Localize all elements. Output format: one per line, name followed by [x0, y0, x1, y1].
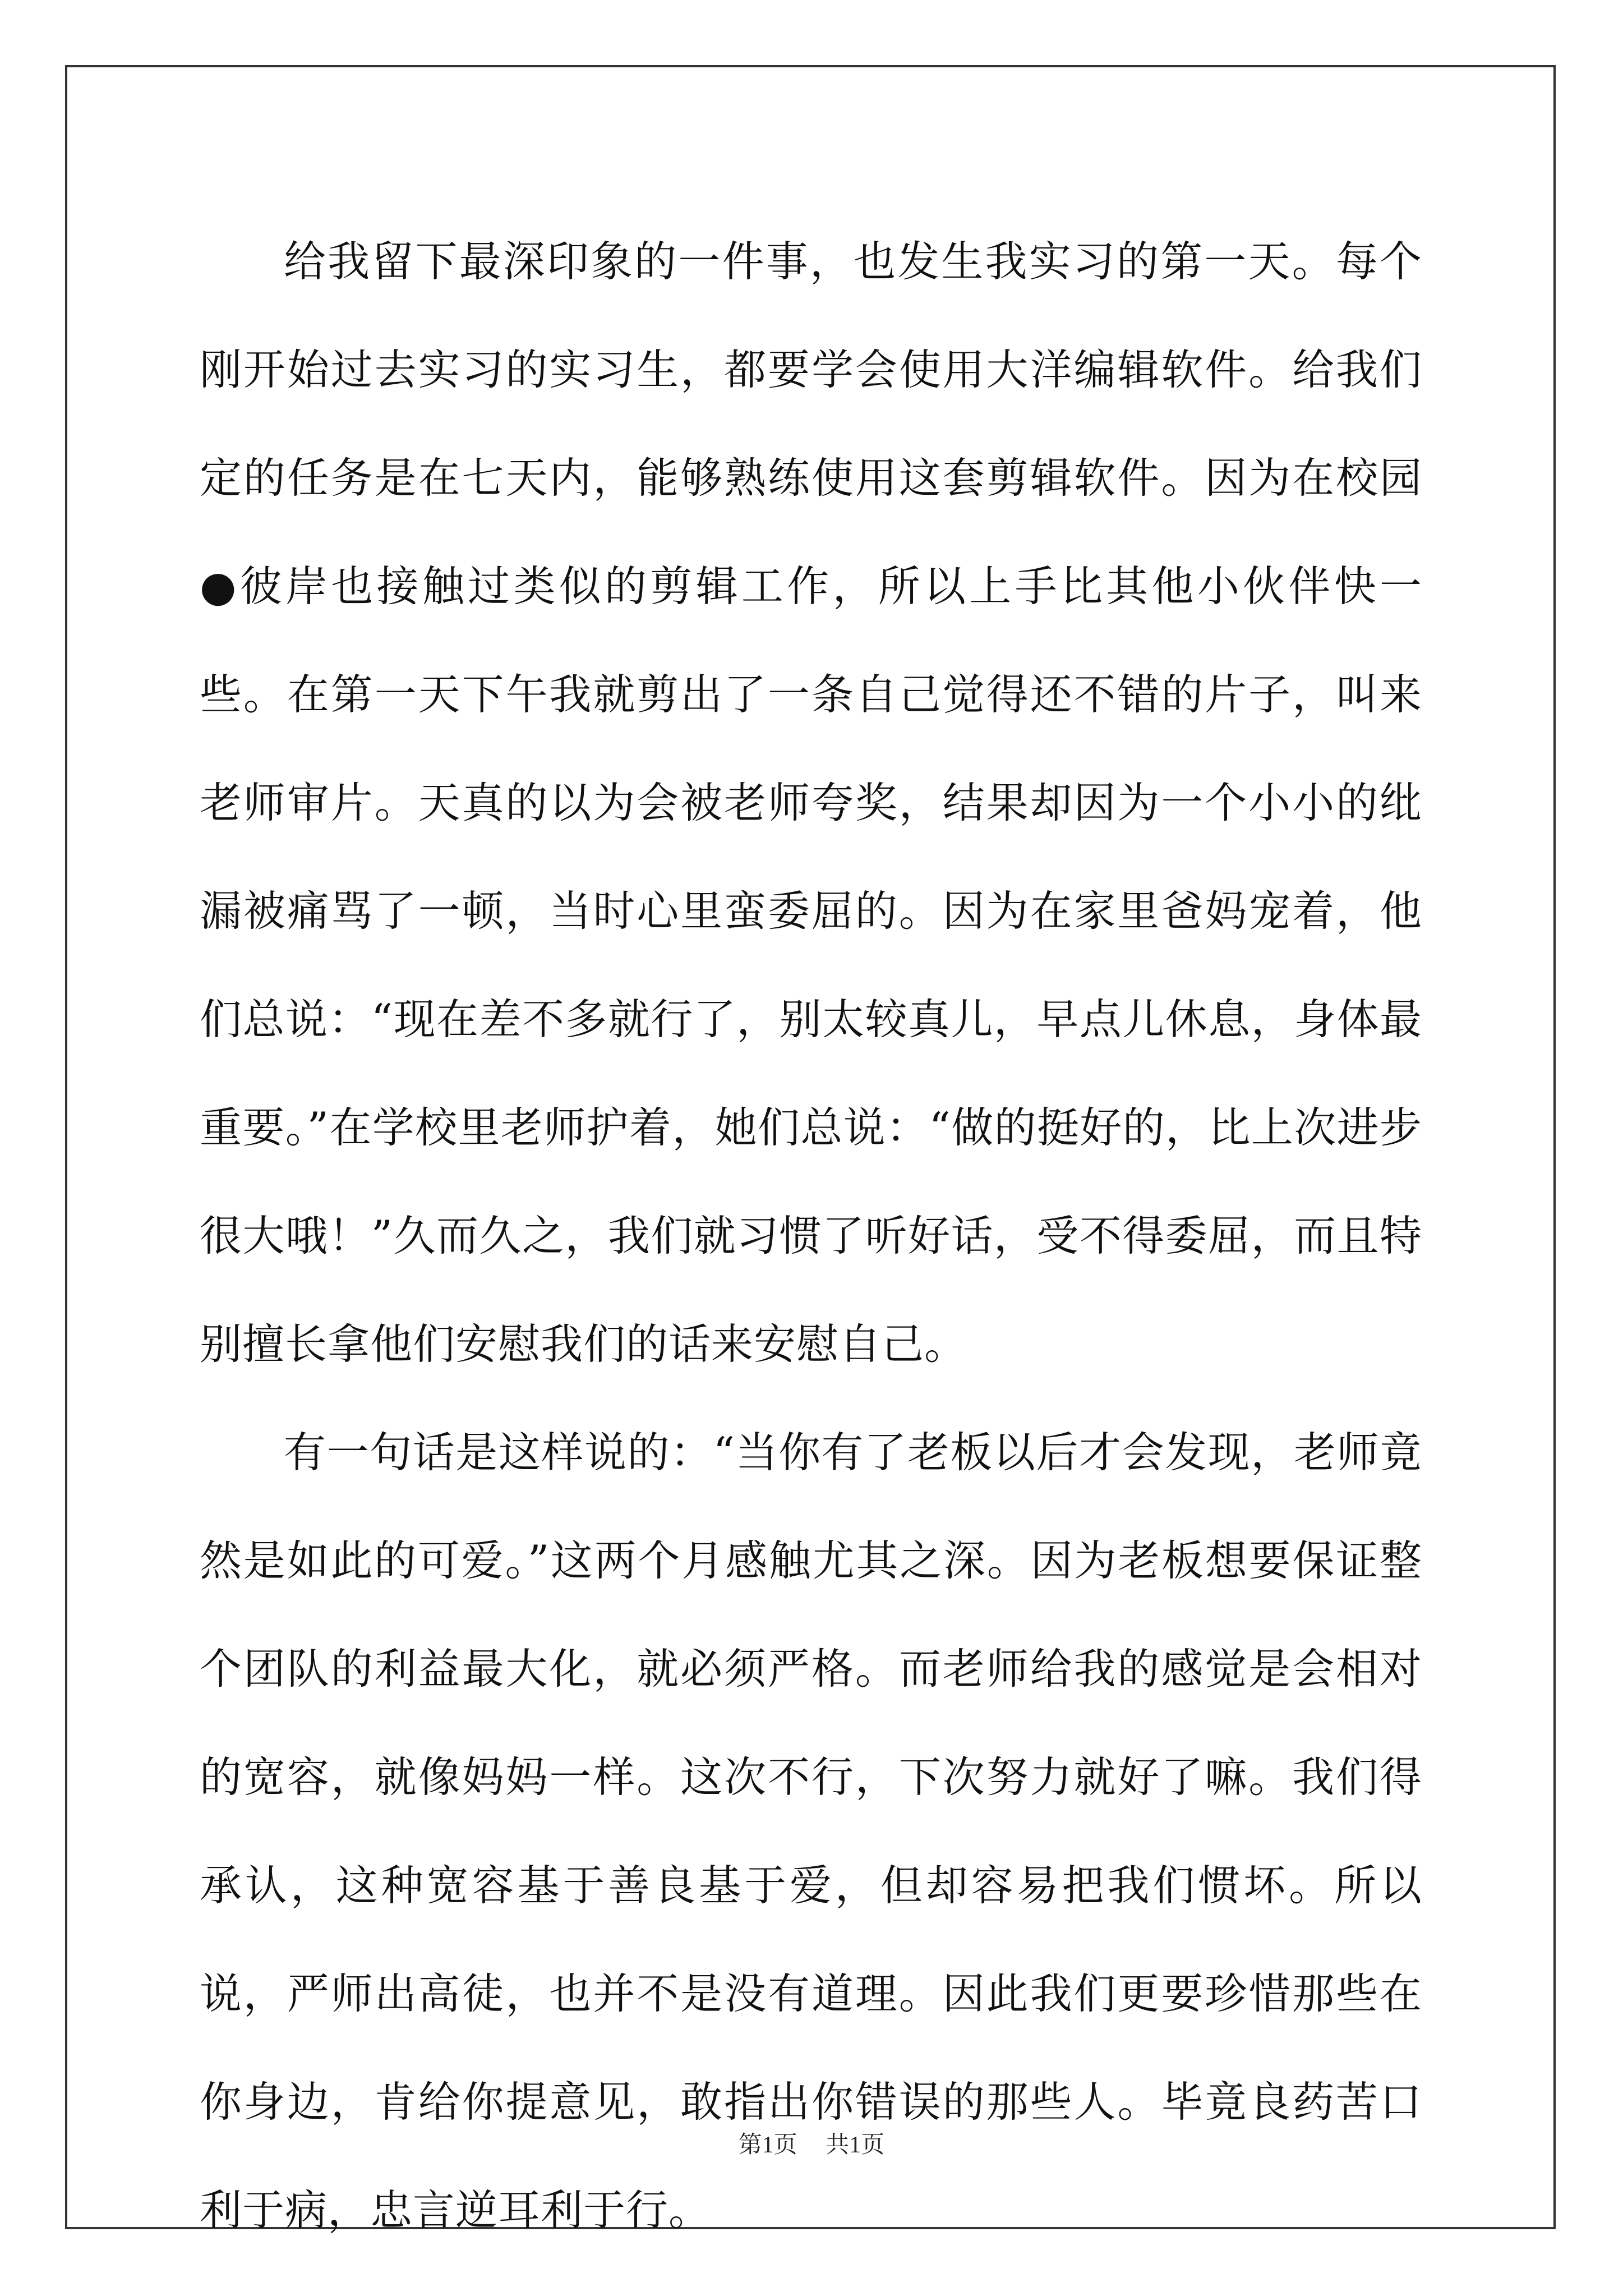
paragraph-2: 有一句话是这样说的：“当你有了老板以后才会发现，老师竟然是如此的可爱。”这两个月感触尤其之深。因为老板想要保证整个团队的利益最大化，就必须严格。而老师给我的感觉是会相对的宽容，就像妈妈一样。这次不行，下次努力就好了嘛。我们得承认，这种宽容基于善良基于爱，但却容易把我们惯坏。所以说，严师出高徒，也并不是没有道理。因此我们更要珍惜那些在你身边，肯给你提意见，敢指出你错误的那些人。毕竟良药苦口利于病，忠言逆耳利于行。: [200, 1428, 1422, 2235]
paragraph-1: 给我留下最深印象的一件事，也发生我实习的第一天。每个刚开始过去实习的实习生，都要学会使用大洋编辑软件。给我们定的任务是在七天内，能够熟练使用这套剪辑软件。因为在校园●彼岸也接触过类似的剪辑工作，所以上手比其他小伙伴快一些。在第一天下午我就剪出了一条自己觉得还不错的片子，叫来老师审片。天真的以为会被老师夸奖，结果却因为一个小小的纰漏被痛骂了一顿，当时心里蛮委屈的。因为在家里爸妈宠着，他们总说：“现在差不多就行了，别太较真儿，早点儿休息，身体最重要。”在学校里老师护着，她们总说：“做的挺好的，比上次进步很大哦！”久而久之，我们就习惯了听好话，受不得委屈，而且特别擅长拿他们安慰我们的话来安慰自己。: [200, 237, 1422, 1369]
document-body: [200, 208, 1422, 2265]
page-number: 第1页: [738, 2132, 797, 2158]
page-footer: [0, 2126, 1623, 2160]
page-total: 共1页: [826, 2132, 885, 2158]
